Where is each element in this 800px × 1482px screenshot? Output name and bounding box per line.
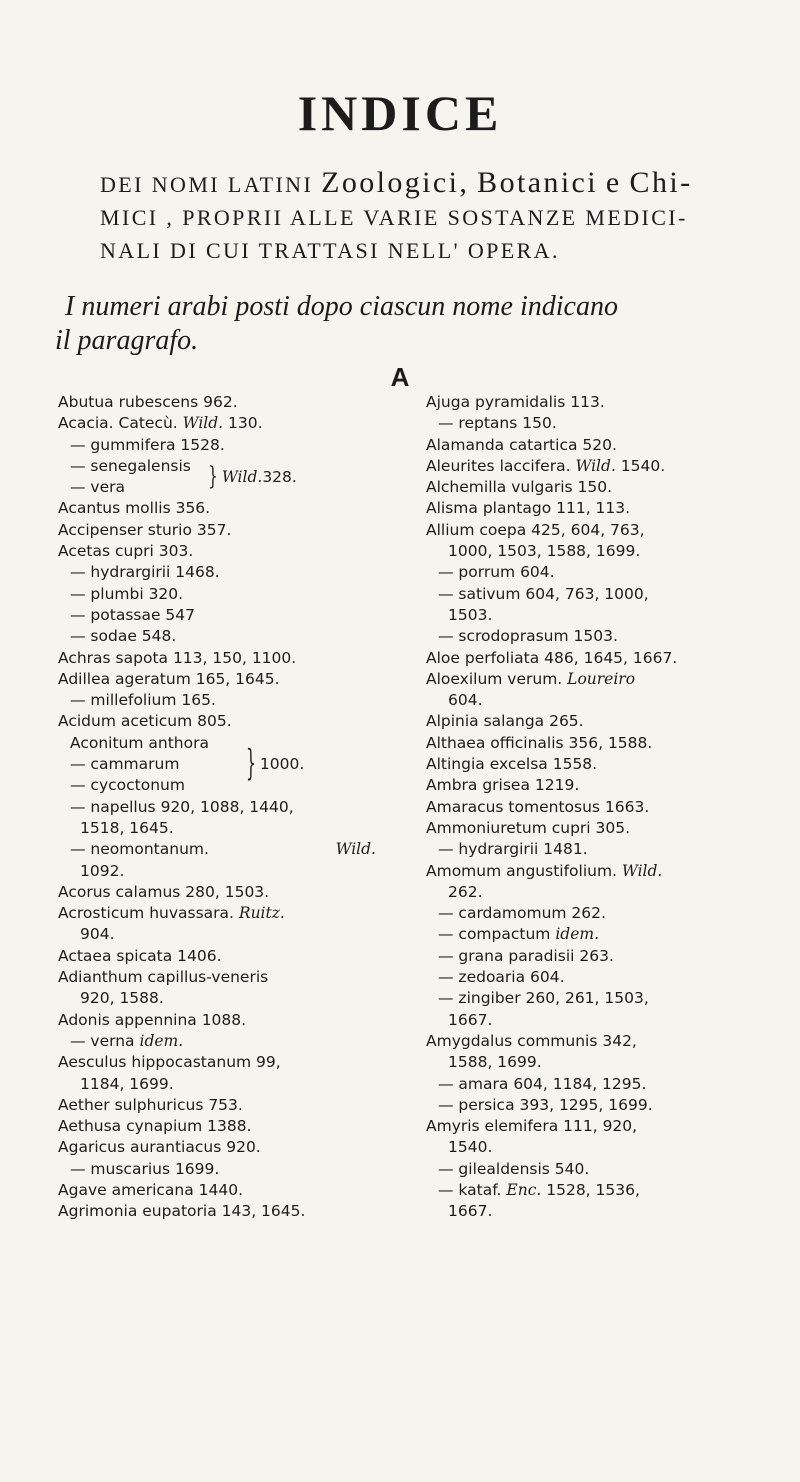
- brace-reference: [208, 456, 297, 499]
- paragraph-refs: 1000.: [259, 755, 305, 774]
- entry-text: — persica 393, 1295, 1699.: [438, 1095, 653, 1114]
- index-entry: [426, 924, 771, 945]
- entry-text: 1000, 1503, 1588, 1699.: [448, 542, 641, 561]
- paragraph-refs: 328.: [262, 467, 297, 486]
- index-entry: [426, 690, 771, 711]
- index-entry: [58, 584, 388, 605]
- entry-text: 1092.: [80, 861, 125, 880]
- entry-text: Aleurites laccifera.: [426, 456, 571, 475]
- entry-text: Actaea spicata 1406.: [58, 946, 222, 965]
- entry-text: Ambra grisea 1219.: [426, 776, 580, 795]
- index-entry: [426, 456, 771, 477]
- index-entry: [426, 733, 771, 754]
- entry-text: — millefolium 165.: [70, 691, 216, 710]
- index-entry: [426, 1031, 771, 1052]
- entry-text: — hydrargirii 1468.: [70, 563, 220, 582]
- entry-text: 1667.: [448, 1010, 493, 1029]
- index-subtitle: [100, 166, 740, 267]
- index-entry: [426, 775, 771, 796]
- entry-text: — sativum 604, 763, 1000,: [438, 584, 649, 603]
- index-entry: [426, 1137, 771, 1158]
- bracketed-entry-group: [58, 733, 388, 797]
- index-entry: [58, 392, 388, 413]
- author-abbrev: Loureiro: [562, 669, 636, 688]
- index-entry: [58, 1074, 388, 1095]
- entry-text: Aethusa cynapium 1388.: [58, 1117, 252, 1136]
- index-entry: [426, 669, 771, 690]
- entry-text: Acidum aceticum 805.: [58, 712, 232, 731]
- entry-text: Aesculus hippocastanum 99,: [58, 1053, 281, 1072]
- entry-text: — napellus 920, 1088, 1440,: [70, 797, 294, 816]
- index-entry: [426, 392, 771, 413]
- index-entry: [58, 520, 388, 541]
- right-column: [426, 392, 771, 1223]
- entry-text: Agave americana 1440.: [58, 1180, 244, 1199]
- entry-text: — porrum 604.: [438, 563, 555, 582]
- entry-text: 1540.: [448, 1138, 493, 1157]
- index-entry: [58, 1201, 388, 1222]
- index-entry: [58, 626, 388, 647]
- entry-text: Agaricus aurantiacus 920.: [58, 1138, 261, 1157]
- paragraph-refs: 130.: [223, 414, 263, 433]
- entry-text: 904.: [80, 925, 115, 944]
- author-abbrev: Enc.: [501, 1180, 542, 1199]
- entry-text: Amygdalus communis 342,: [426, 1031, 637, 1050]
- subtitle-botanici: Botanici: [477, 166, 599, 199]
- index-entry: [58, 690, 388, 711]
- entry-text: — gummifera 1528.: [70, 435, 225, 454]
- paragraph-refs: 1540.: [615, 456, 666, 475]
- entry-text: 1503.: [448, 605, 493, 624]
- entry-text: Adianthum capillus-veneris: [58, 968, 269, 987]
- entry-text: 262.: [448, 882, 483, 901]
- entry-text: Altingia excelsa 1558.: [426, 755, 598, 774]
- index-entry: — vera: [70, 478, 126, 497]
- index-entry: [58, 648, 388, 669]
- bracketed-entry-group: [58, 456, 388, 499]
- index-entry: [58, 1137, 388, 1158]
- index-entry: [58, 1010, 388, 1031]
- index-entry: [58, 711, 388, 732]
- index-entry: [426, 1180, 771, 1201]
- index-entry: [58, 1031, 388, 1052]
- entry-text: — verna: [70, 1031, 135, 1050]
- entry-text: Aloexilum verum.: [426, 669, 563, 688]
- entry-text: Acorus calamus 280, 1503.: [58, 882, 270, 901]
- index-entry: [426, 882, 771, 903]
- author-abbrev: idem.: [550, 925, 599, 944]
- subtitle-line3: NALI DI CUI TRATTASI NELL' OPERA.: [100, 238, 560, 263]
- entry-text: 1667.: [448, 1202, 493, 1221]
- author-abbrev: idem.: [134, 1031, 184, 1050]
- note-line-2: il paragrafo.: [55, 325, 199, 356]
- entry-text: Aloe perfoliata 486, 1645, 1667.: [426, 648, 678, 667]
- subtitle-sep: ,: [459, 166, 470, 199]
- index-entry: — cycoctonum: [70, 776, 185, 795]
- index-entry: [426, 861, 771, 882]
- index-entry: [58, 435, 388, 456]
- index-entry: [426, 648, 771, 669]
- entry-text: 1184, 1699.: [80, 1074, 174, 1093]
- index-entry: [58, 988, 388, 1009]
- entry-text: — sodae 548.: [70, 627, 177, 646]
- left-column: [58, 392, 388, 1223]
- index-entry: — cammarum: [70, 755, 180, 774]
- index-entry: [58, 1159, 388, 1180]
- index-entry: [426, 1010, 771, 1031]
- brace-symbol: }: [208, 461, 218, 491]
- entry-text: Ammoniuretum cupri 305.: [426, 818, 631, 837]
- index-entry: [426, 584, 771, 605]
- index-entry: [426, 605, 771, 626]
- index-entry: [426, 797, 771, 818]
- entry-text: Abutua rubescens 962.: [58, 393, 238, 411]
- index-entry: [58, 605, 388, 626]
- subtitle-first: DEI NOMI LATINI: [100, 172, 314, 197]
- author-abbrev: Wild.: [177, 414, 224, 433]
- index-entry: [426, 541, 771, 562]
- index-entry: [426, 818, 771, 839]
- author-abbrev: Wild.: [221, 467, 263, 486]
- index-entry: [58, 924, 388, 945]
- index-entry: [426, 1159, 771, 1180]
- entry-text: Acacia. Catecù.: [58, 414, 178, 433]
- index-entry: [58, 498, 388, 519]
- subtitle-zoologici: Zoologici: [321, 166, 460, 199]
- index-entry: [426, 754, 771, 775]
- index-entry: [426, 1074, 771, 1095]
- note-line-1: I numeri arabi posti dopo ciascun nome indicano: [65, 291, 618, 322]
- index-entry: [426, 903, 771, 924]
- index-entry: [58, 882, 388, 903]
- index-entry: [58, 669, 388, 690]
- entry-text: — reptans 150.: [438, 414, 557, 433]
- index-entry: [426, 839, 771, 860]
- section-letter: A: [390, 362, 410, 392]
- index-entry: [58, 946, 388, 967]
- index-entry: [58, 562, 388, 583]
- subtitle-line2: MICI , PROPRII ALLE VARIE SOSTANZE MEDICI-: [100, 205, 688, 230]
- entry-text: Alamanda catartica 520.: [426, 435, 617, 454]
- index-entry: [426, 988, 771, 1009]
- index-entry: [426, 1116, 771, 1137]
- index-note: [55, 290, 755, 358]
- index-entry: [58, 861, 388, 882]
- entry-text: Acantus mollis 356.: [58, 499, 211, 518]
- entry-text: Achras sapota 113, 150, 1100.: [58, 648, 297, 667]
- entry-text: — grana paradisii 263.: [438, 946, 614, 965]
- entry-text: Adillea ageratum 165, 1645.: [58, 669, 280, 688]
- entry-text: Alpinia salanga 265.: [426, 712, 584, 731]
- entry-text: — compactum: [438, 925, 551, 944]
- entry-text: Acetas cupri 303.: [58, 542, 194, 561]
- entry-text: 1588, 1699.: [448, 1053, 542, 1072]
- author-abbrev: Ruitz.: [233, 904, 285, 923]
- entry-text: Alisma plantago 111, 113.: [426, 499, 631, 518]
- entry-text: — zedoaria 604.: [438, 968, 565, 987]
- entry-text: Amomum angustifolium.: [426, 861, 617, 880]
- entry-text: Acrosticum huvassara.: [58, 904, 234, 923]
- brace-symbol: }: [246, 742, 256, 784]
- entry-text: 1518, 1645.: [80, 818, 174, 837]
- index-entry: — senegalensis: [70, 456, 191, 475]
- index-entry: [58, 1052, 388, 1073]
- entry-text: 920, 1588.: [80, 989, 164, 1008]
- index-entry: [426, 413, 771, 434]
- entry-text: Accipenser sturio 357.: [58, 520, 232, 539]
- entry-text: — neomontanum.: [70, 840, 209, 859]
- entry-text: — zingiber 260, 261, 1503,: [438, 989, 649, 1008]
- index-entry: [58, 839, 388, 860]
- entry-text: — cardamomum 262.: [438, 904, 606, 923]
- index-entry: [426, 626, 771, 647]
- index-entry: [58, 797, 388, 818]
- entry-text: — scrodoprasum 1503.: [438, 627, 618, 646]
- entry-text: Adonis appennina 1088.: [58, 1010, 247, 1029]
- entry-text: Amyris elemifera 111, 920,: [426, 1117, 638, 1136]
- index-entry: [58, 1095, 388, 1116]
- entry-text: — hydrargirii 1481.: [438, 840, 588, 859]
- author-abbrev: Wild.: [335, 840, 376, 859]
- entry-text: Ajuga pyramidalis 113.: [426, 393, 605, 411]
- entry-text: — gilealdensis 540.: [438, 1159, 590, 1178]
- entry-text: Allium coepa 425, 604, 763,: [426, 520, 645, 539]
- index-entry: [426, 1201, 771, 1222]
- entry-text: 604.: [448, 691, 483, 710]
- index-entry: [58, 1116, 388, 1137]
- index-entry: [58, 967, 388, 988]
- author-abbrev: Wild.: [570, 456, 616, 475]
- author-abbrev: Wild.: [616, 861, 663, 880]
- subtitle-chi: Chi-: [629, 166, 693, 199]
- index-entry: [58, 903, 388, 924]
- brace-reference: [246, 733, 304, 797]
- entry-text: — potassae 547: [70, 605, 196, 624]
- entry-text: Agrimonia eupatoria 143, 1645.: [58, 1202, 306, 1221]
- paragraph-refs: 1528, 1536,: [541, 1180, 640, 1199]
- index-entry: [426, 477, 771, 498]
- index-entry: [426, 562, 771, 583]
- index-entry: [426, 967, 771, 988]
- index-entry: [426, 711, 771, 732]
- entry-text: — muscarius 1699.: [70, 1159, 220, 1178]
- page-title: INDICE: [297, 85, 503, 141]
- index-entry: [58, 413, 388, 434]
- entry-text: Alchemilla vulgaris 150.: [426, 478, 613, 497]
- entry-text: Aether sulphuricus 753.: [58, 1095, 243, 1114]
- entry-text: — kataf.: [438, 1180, 502, 1199]
- index-entry: [426, 1052, 771, 1073]
- index-entry: [426, 435, 771, 456]
- subtitle-e: e: [605, 166, 622, 199]
- index-entry: [58, 818, 388, 839]
- entry-text: Althaea officinalis 356, 1588.: [426, 733, 653, 752]
- entry-text: — plumbi 320.: [70, 584, 184, 603]
- index-entry: [426, 946, 771, 967]
- index-entry: [58, 1180, 388, 1201]
- index-entry: [426, 498, 771, 519]
- index-entry: Aconitum anthora: [70, 733, 209, 752]
- entry-text: Amaracus tomentosus 1663.: [426, 797, 650, 816]
- index-entry: [426, 520, 771, 541]
- index-entry: [426, 1095, 771, 1116]
- entry-text: — amara 604, 1184, 1295.: [438, 1074, 647, 1093]
- index-entry: [58, 541, 388, 562]
